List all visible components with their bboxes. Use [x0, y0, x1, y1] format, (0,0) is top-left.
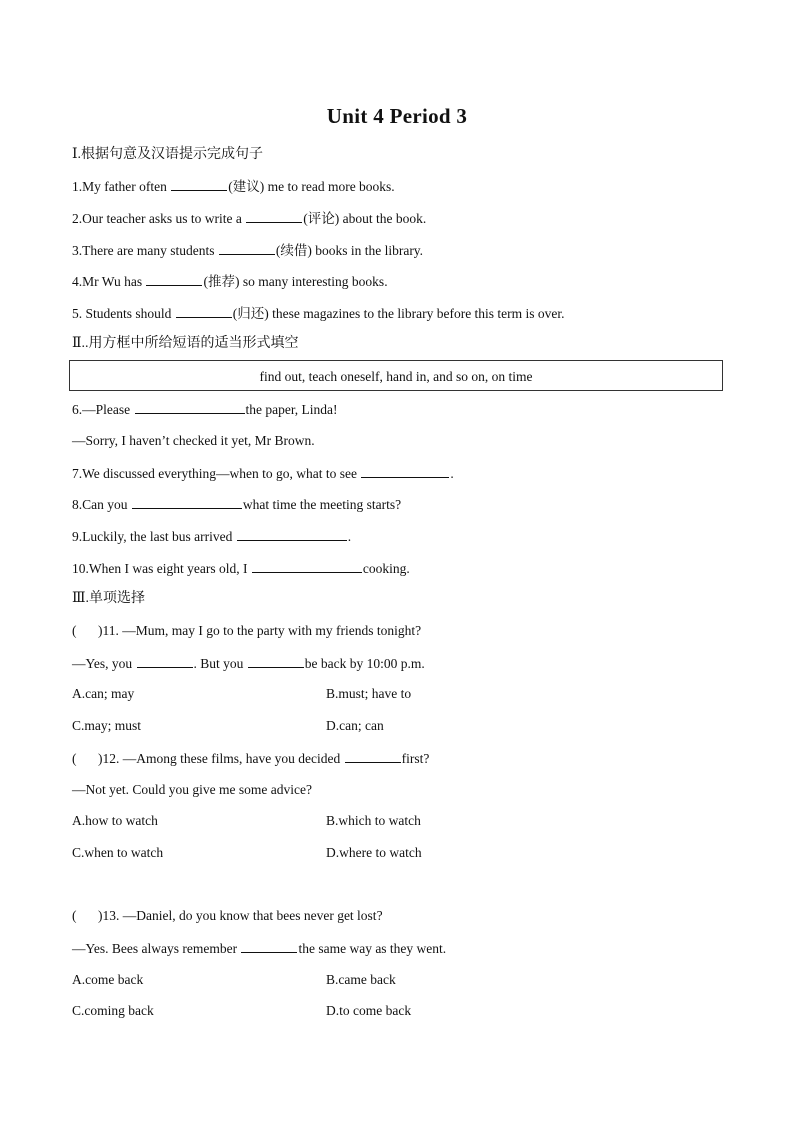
- q13-option-b[interactable]: B.came back: [326, 972, 396, 987]
- answer-blank[interactable]: [241, 938, 297, 953]
- question-10: 10.When I was eight years old, I cooking.: [72, 558, 410, 579]
- answer-blank[interactable]: [246, 208, 302, 223]
- answer-blank[interactable]: [361, 463, 449, 478]
- q12-option-d[interactable]: D.where to watch: [326, 845, 422, 860]
- q11-option-b[interactable]: B.must; have to: [326, 686, 412, 701]
- answer-paren[interactable]: (: [72, 623, 77, 638]
- answer-paren[interactable]: (: [72, 908, 77, 923]
- page-title: Unit 4 Period 3: [326, 104, 468, 128]
- q11-option-d[interactable]: D.can; can: [326, 718, 384, 733]
- question-4: 4.Mr Wu has (推荐) so many interesting books.: [72, 271, 388, 292]
- q12-option-b[interactable]: B.which to watch: [326, 813, 421, 828]
- answer-blank[interactable]: [146, 271, 202, 286]
- q13-option-d[interactable]: D.to come back: [326, 1003, 412, 1018]
- answer-blank[interactable]: [248, 653, 304, 668]
- question-13: ( )13. —Daniel, do you know that bees never get lost?: [72, 906, 383, 926]
- answer-blank[interactable]: [345, 748, 401, 763]
- question-12-line2: —Not yet. Could you give me some advice?: [72, 782, 312, 797]
- question-6: 6.—Please the paper, Linda!: [72, 399, 338, 420]
- question-9: 9.Luckily, the last bus arrived .: [72, 526, 351, 547]
- q12-option-c[interactable]: C.when to watch: [72, 845, 164, 860]
- phrase-box: find out, teach oneself, hand in, and so on, on time: [69, 360, 723, 391]
- section-3-heading: Ⅲ.单项选择: [72, 591, 146, 606]
- answer-blank[interactable]: [176, 303, 232, 318]
- answer-blank[interactable]: [132, 494, 242, 509]
- question-12: ( )12. —Among these films, have you decided first?: [72, 748, 429, 769]
- q13-option-c[interactable]: C.coming back: [72, 1003, 154, 1018]
- question-5: 5. Students should (归还) these magazines to the library before this term is over.: [72, 303, 565, 324]
- q12-option-a[interactable]: A.how to watch: [72, 813, 158, 828]
- question-2: 2.Our teacher asks us to write a (评论) about the book.: [72, 208, 426, 229]
- q11-option-c[interactable]: C.may; must: [72, 718, 142, 733]
- question-1: 1.My father often (建议) me to read more books.: [72, 176, 395, 197]
- question-6-reply: —Sorry, I haven’t checked it yet, Mr Brown.: [72, 433, 315, 448]
- section-1-heading: Ⅰ.根据句意及汉语提示完成句子: [72, 147, 264, 162]
- section-2-heading: Ⅱ..用方框中所给短语的适当形式填空: [72, 336, 299, 351]
- answer-blank[interactable]: [252, 558, 362, 573]
- answer-blank[interactable]: [135, 399, 245, 414]
- answer-blank[interactable]: [171, 176, 227, 191]
- question-11-line2: —Yes, you . But you be back by 10:00 p.m.: [72, 653, 425, 674]
- question-11: ( )11. —Mum, may I go to the party with my friends tonight?: [72, 621, 421, 641]
- answer-blank[interactable]: [219, 240, 275, 255]
- question-7: 7.We discussed everything—when to go, what to see .: [72, 463, 454, 484]
- question-3: 3.There are many students (续借) books in the library.: [72, 240, 423, 261]
- answer-blank[interactable]: [237, 526, 347, 541]
- q13-option-a[interactable]: A.come back: [72, 972, 144, 987]
- question-8: 8.Can you what time the meeting starts?: [72, 494, 401, 515]
- answer-paren[interactable]: (: [72, 751, 77, 766]
- q11-option-a[interactable]: A.can; may: [72, 686, 135, 701]
- question-13-line2: —Yes. Bees always remember the same way as they went.: [72, 938, 446, 959]
- answer-blank[interactable]: [137, 653, 193, 668]
